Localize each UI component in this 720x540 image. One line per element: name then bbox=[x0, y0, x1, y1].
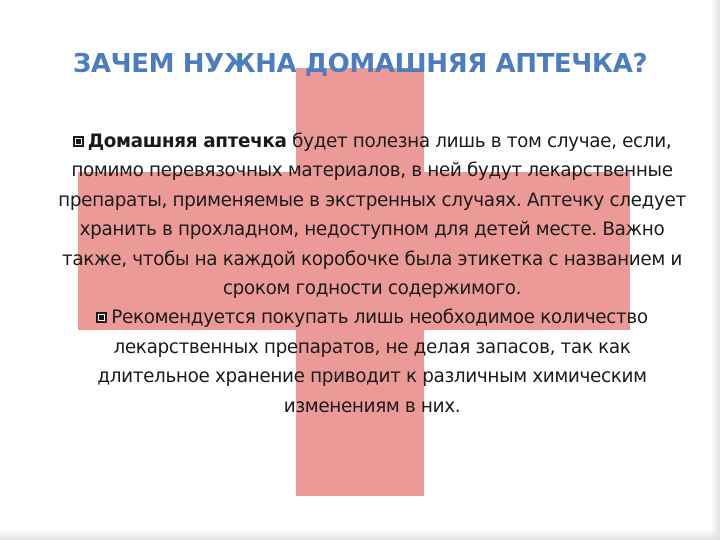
square-bullet-icon bbox=[73, 136, 84, 147]
square-bullet-icon bbox=[96, 312, 107, 323]
bold-lead-text: Домашняя аптечка bbox=[87, 131, 287, 152]
paragraph-text: Рекомендуется покупать лишь необходимое количество лекарственных препаратов, не делая запасов, так как длительное хранение приводит к различным химическим изменениям в них. bbox=[97, 307, 648, 417]
paragraph-text: будет полезна лишь в том случае, если, помимо перевязочных материалов, в ней будут лекарственные препараты, применяемые в экстренных случаях. Аптечку следует хранить в прохладном, недоступном для детей месте. Важно также, чтобы на каждой коробочке была этикетка с названием и сроком годности содержимого. bbox=[58, 131, 686, 300]
slide-body bbox=[58, 127, 686, 421]
paragraph-home-first-aid-kit bbox=[58, 127, 686, 303]
slide-shadow-bottom bbox=[0, 530, 720, 540]
slide-shadow-right bbox=[710, 0, 720, 540]
slide-title: ЗАЧЕМ НУЖНА ДОМАШНЯЯ АПТЕЧКА? bbox=[72, 49, 648, 79]
paragraph-recommendation bbox=[58, 303, 686, 421]
